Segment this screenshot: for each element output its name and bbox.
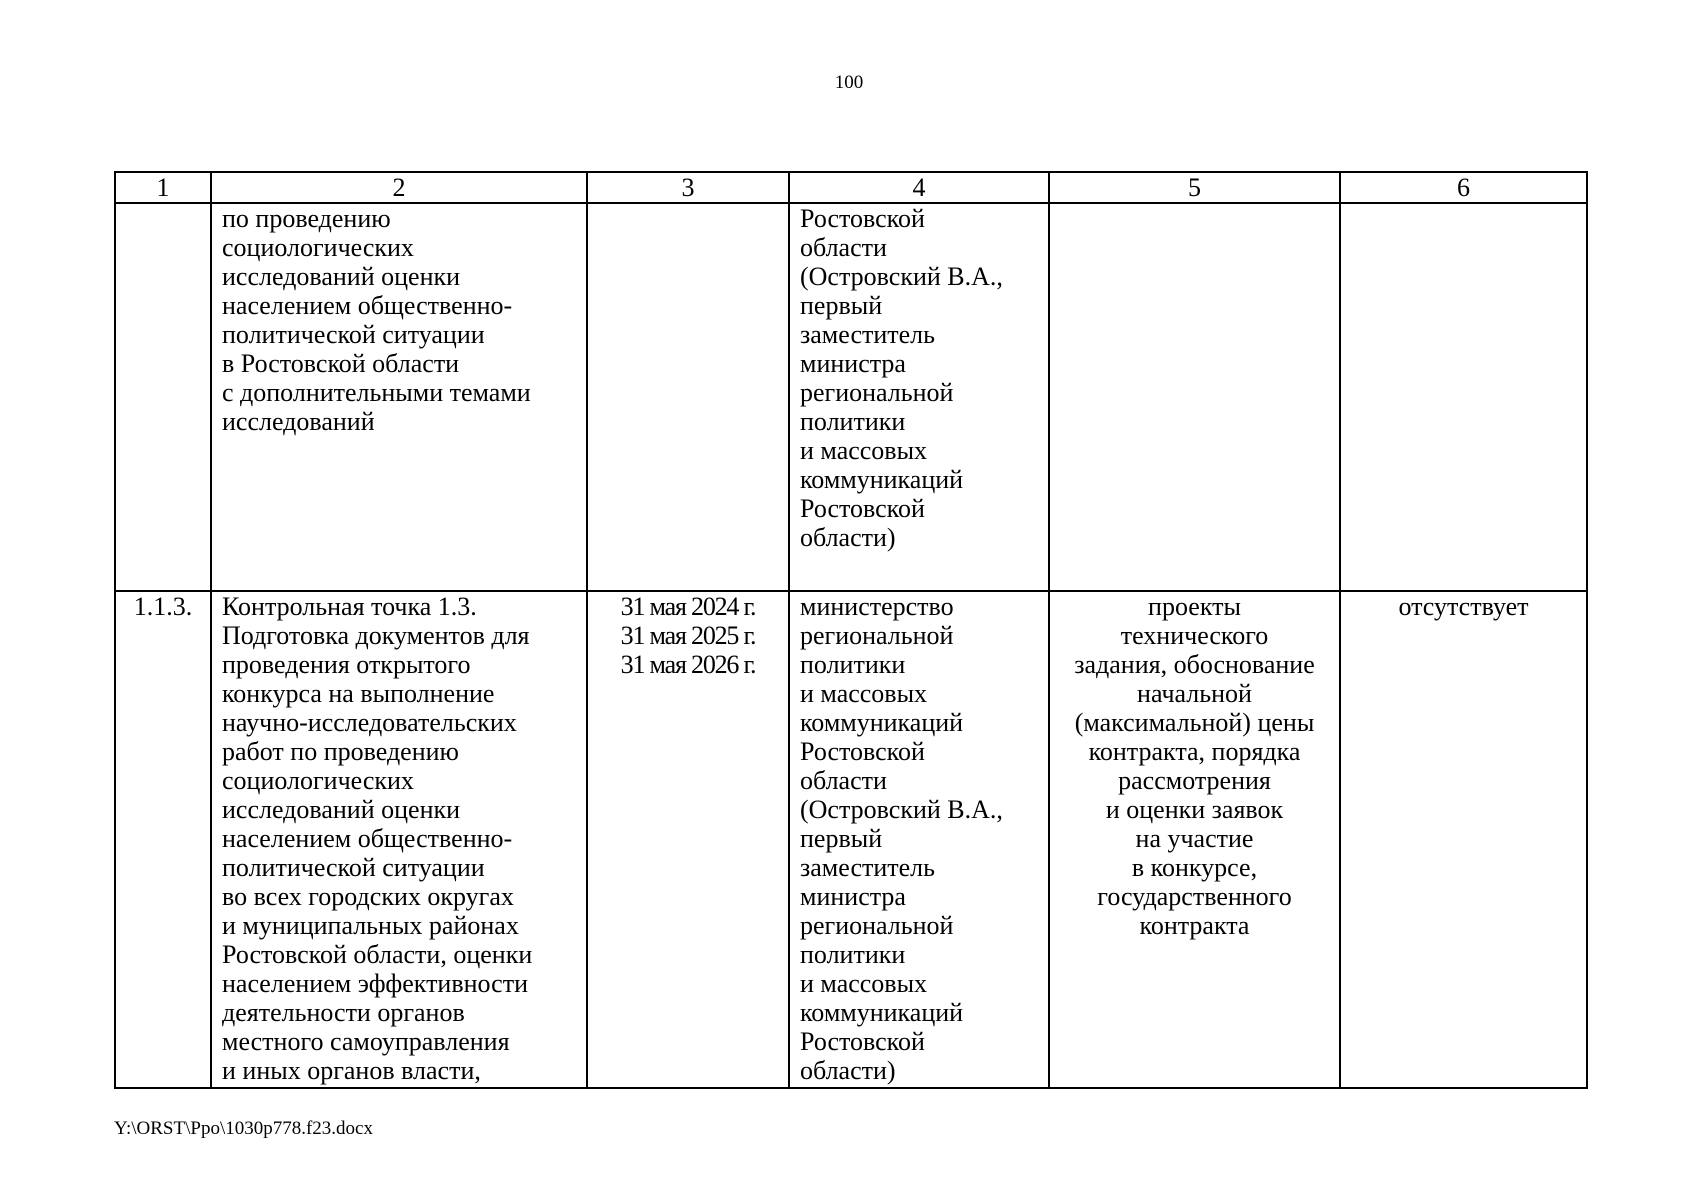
deadline-cell (587, 203, 789, 591)
column-number-3: 3 (587, 172, 789, 203)
table-header-row (115, 172, 1587, 203)
deadline-cell: 31 мая 2024 г. 31 мая 2025 г. 31 мая 2026 г. (587, 591, 789, 1088)
table-row (115, 591, 1587, 1088)
page-number: 100 (834, 72, 864, 93)
column-number-2: 2 (211, 172, 587, 203)
note-cell (1340, 203, 1587, 591)
responsible-cell: Ростовской области (Островский В.А., первый заместитель министра региональной политики и массовых коммуникаций Ростовской области) (789, 203, 1049, 591)
event-name-cell: Контрольная точка 1.3. Подготовка документов для проведения открытого конкурса на выполнение научно-исследовательских работ по проведению социологических исследований оценки населением общественно- политической ситуации во всех городских округах и муниципальных районах Ростовской области, оценки населением эффективности деятельности органов местного самоуправления и иных органов власти, (211, 591, 587, 1088)
column-number-6: 6 (1340, 172, 1587, 203)
plan-table (114, 171, 1588, 1089)
column-number-1: 1 (115, 172, 211, 203)
responsible-cell: министерство региональной политики и массовых коммуникаций Ростовской области (Островский В.А., первый заместитель министра региональной политики и массовых коммуникаций Ростовской области) (789, 591, 1049, 1088)
column-number-4: 4 (789, 172, 1049, 203)
note-cell: отсутствует (1340, 591, 1587, 1088)
event-name-cell: по проведению социологических исследований оценки населением общественно- политической ситуации в Ростовской области с дополнительными темами исследований (211, 203, 587, 591)
row-number-cell (115, 203, 211, 591)
result-cell: проекты технического задания, обоснование начальной (максимальной) цены контракта, порядка рассмотрения и оценки заявок на участие в конкурсе, государственного контракта (1049, 591, 1340, 1088)
row-number-cell: 1.1.3. (115, 591, 211, 1088)
file-path-footer: Y:\ORST\Ppo\1030p778.f23.docx (114, 1118, 373, 1139)
column-number-5: 5 (1049, 172, 1340, 203)
result-cell (1049, 203, 1340, 591)
table-row (115, 203, 1587, 591)
